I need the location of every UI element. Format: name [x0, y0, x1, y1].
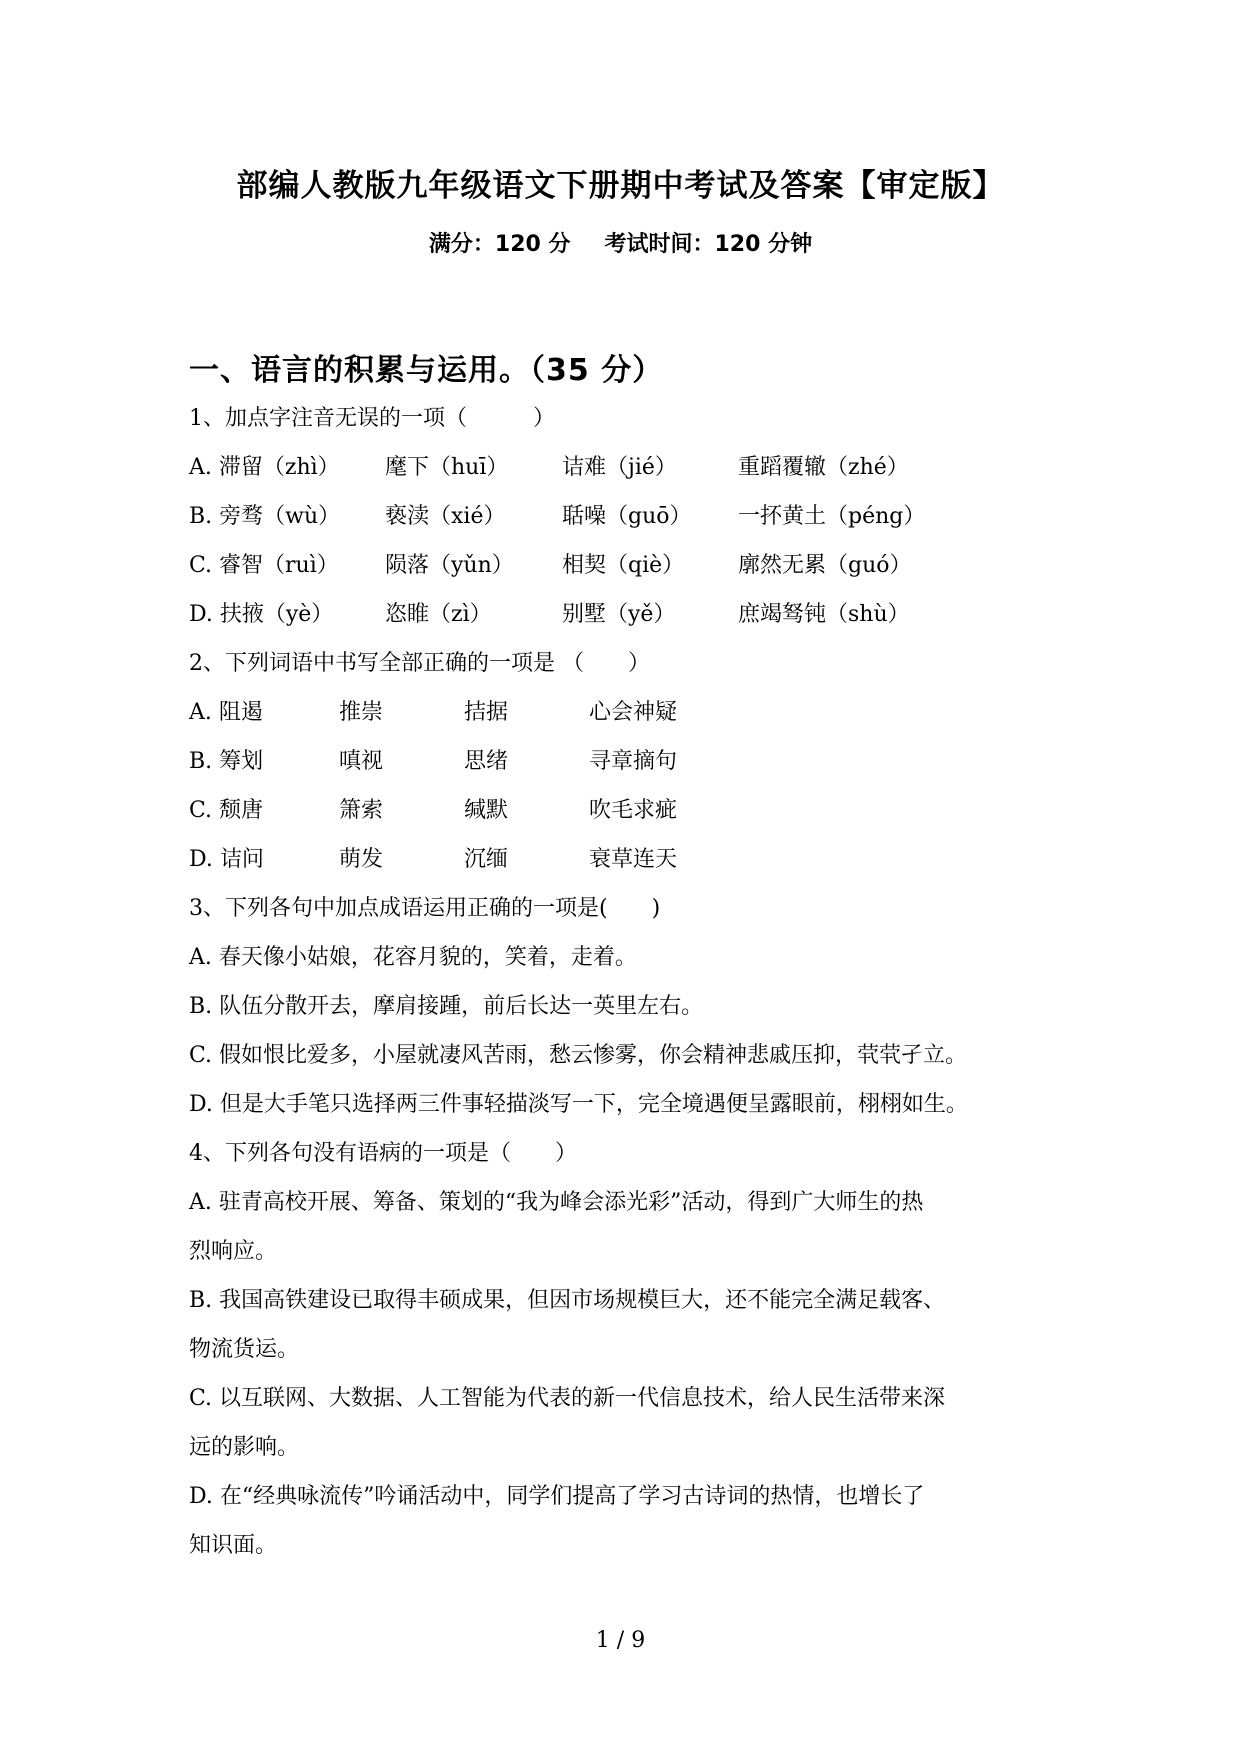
option-cell: B. 旁骛（wù）	[189, 504, 341, 529]
question-4-option-d: D. 在“经典咏流传”吟诵活动中，同学们提高了学习古诗词的热情，也增长了	[189, 1484, 925, 1509]
option-cell: C. 睿智（ruì）	[189, 553, 339, 578]
option-cell: 拮据	[464, 700, 509, 725]
question-1-stem: 1、加点字注音无误的一项（ ）	[189, 406, 555, 431]
option-cell: 相契（qiè）	[562, 553, 685, 578]
exam-time: 考试时间：120 分钟	[604, 232, 813, 257]
question-4-option-a-cont: 烈响应。	[189, 1239, 278, 1264]
exam-meta	[0, 227, 1241, 258]
option-cell: 别墅（yě）	[562, 602, 676, 627]
option-cell: 陨落（yǔn）	[385, 553, 514, 578]
question-4-option-b: B. 我国高铁建设已取得丰硕成果，但因市场规模巨大，还不能完全满足载客、	[189, 1288, 946, 1313]
question-2-stem: 2、下列词语中书写全部正确的一项是 （ ）	[189, 651, 650, 676]
option-cell: 寻章摘句	[589, 749, 678, 774]
question-4-option-c: C. 以互联网、大数据、人工智能为代表的新一代信息技术，给人民生活带来深	[189, 1386, 946, 1411]
question-3-option-a: A. 春天像小姑娘，花容月貌的，笑着，走着。	[189, 945, 637, 970]
option-cell: 庶竭驽钝（shù）	[738, 602, 910, 627]
option-cell: 重蹈覆辙（zhé）	[738, 455, 909, 480]
option-cell: D. 扶掖（yè）	[189, 602, 334, 627]
option-cell: 衰草连天	[589, 847, 678, 872]
question-3-option-d: D. 但是大手笔只选择两三件事轻描淡写一下，完全境遇便呈露眼前，栩栩如生。	[189, 1092, 968, 1117]
option-cell: 恣睢（zì）	[385, 602, 492, 627]
full-score: 满分：120 分	[428, 232, 571, 257]
page-number: 1 / 9	[595, 1628, 646, 1653]
option-cell: A. 滞留（zhì）	[189, 455, 340, 480]
option-cell: 缄默	[464, 798, 509, 823]
option-cell: 箫索	[339, 798, 384, 823]
option-cell: 聒噪（guō）	[562, 504, 692, 529]
question-4-option-b-cont: 物流货运。	[189, 1337, 300, 1362]
option-cell: 亵渎（xié）	[385, 504, 506, 529]
question-4-stem: 4、下列各句没有语病的一项是（ ）	[189, 1141, 577, 1166]
option-cell: 廓然无累（guó）	[738, 553, 912, 578]
question-4-option-a: A. 驻青高校开展、筹备、策划的“我为峰会添光彩”活动，得到广大师生的热	[189, 1190, 924, 1215]
option-cell: D. 诘问	[189, 847, 264, 872]
page-title: 部编人教版九年级语文下册期中考试及答案【审定版】	[236, 168, 1005, 204]
option-cell: C. 颓唐	[189, 798, 264, 823]
option-cell: A. 阻遏	[189, 700, 263, 725]
section-heading: 一、语言的积累与运用。（35 分）	[189, 353, 664, 388]
option-cell: 诘难（jié）	[562, 455, 677, 480]
option-cell: B. 筹划	[189, 749, 264, 774]
question-4-option-d-cont: 知识面。	[189, 1533, 278, 1558]
option-cell: 推崇	[339, 700, 384, 725]
option-cell: 心会神疑	[589, 700, 678, 725]
option-cell: 吹毛求疵	[589, 798, 678, 823]
option-cell: 思绪	[464, 749, 509, 774]
question-3-option-b: B. 队伍分散开去，摩肩接踵，前后长达一英里左右。	[189, 994, 704, 1019]
option-cell: 萌发	[339, 847, 384, 872]
question-4-option-c-cont: 远的影响。	[189, 1435, 300, 1460]
option-cell: 嗔视	[339, 749, 384, 774]
question-3-stem: 3、下列各句中加点成语运用正确的一项是( )	[189, 896, 661, 921]
option-cell: 一抔黄土（péng）	[738, 504, 926, 529]
option-cell: 麾下（huī）	[385, 455, 509, 480]
question-3-option-c: C. 假如恨比爱多，小屋就凄风苦雨，愁云惨雾，你会精神悲戚压抑，茕茕孑立。	[189, 1043, 968, 1068]
option-cell: 沉缅	[464, 847, 509, 872]
